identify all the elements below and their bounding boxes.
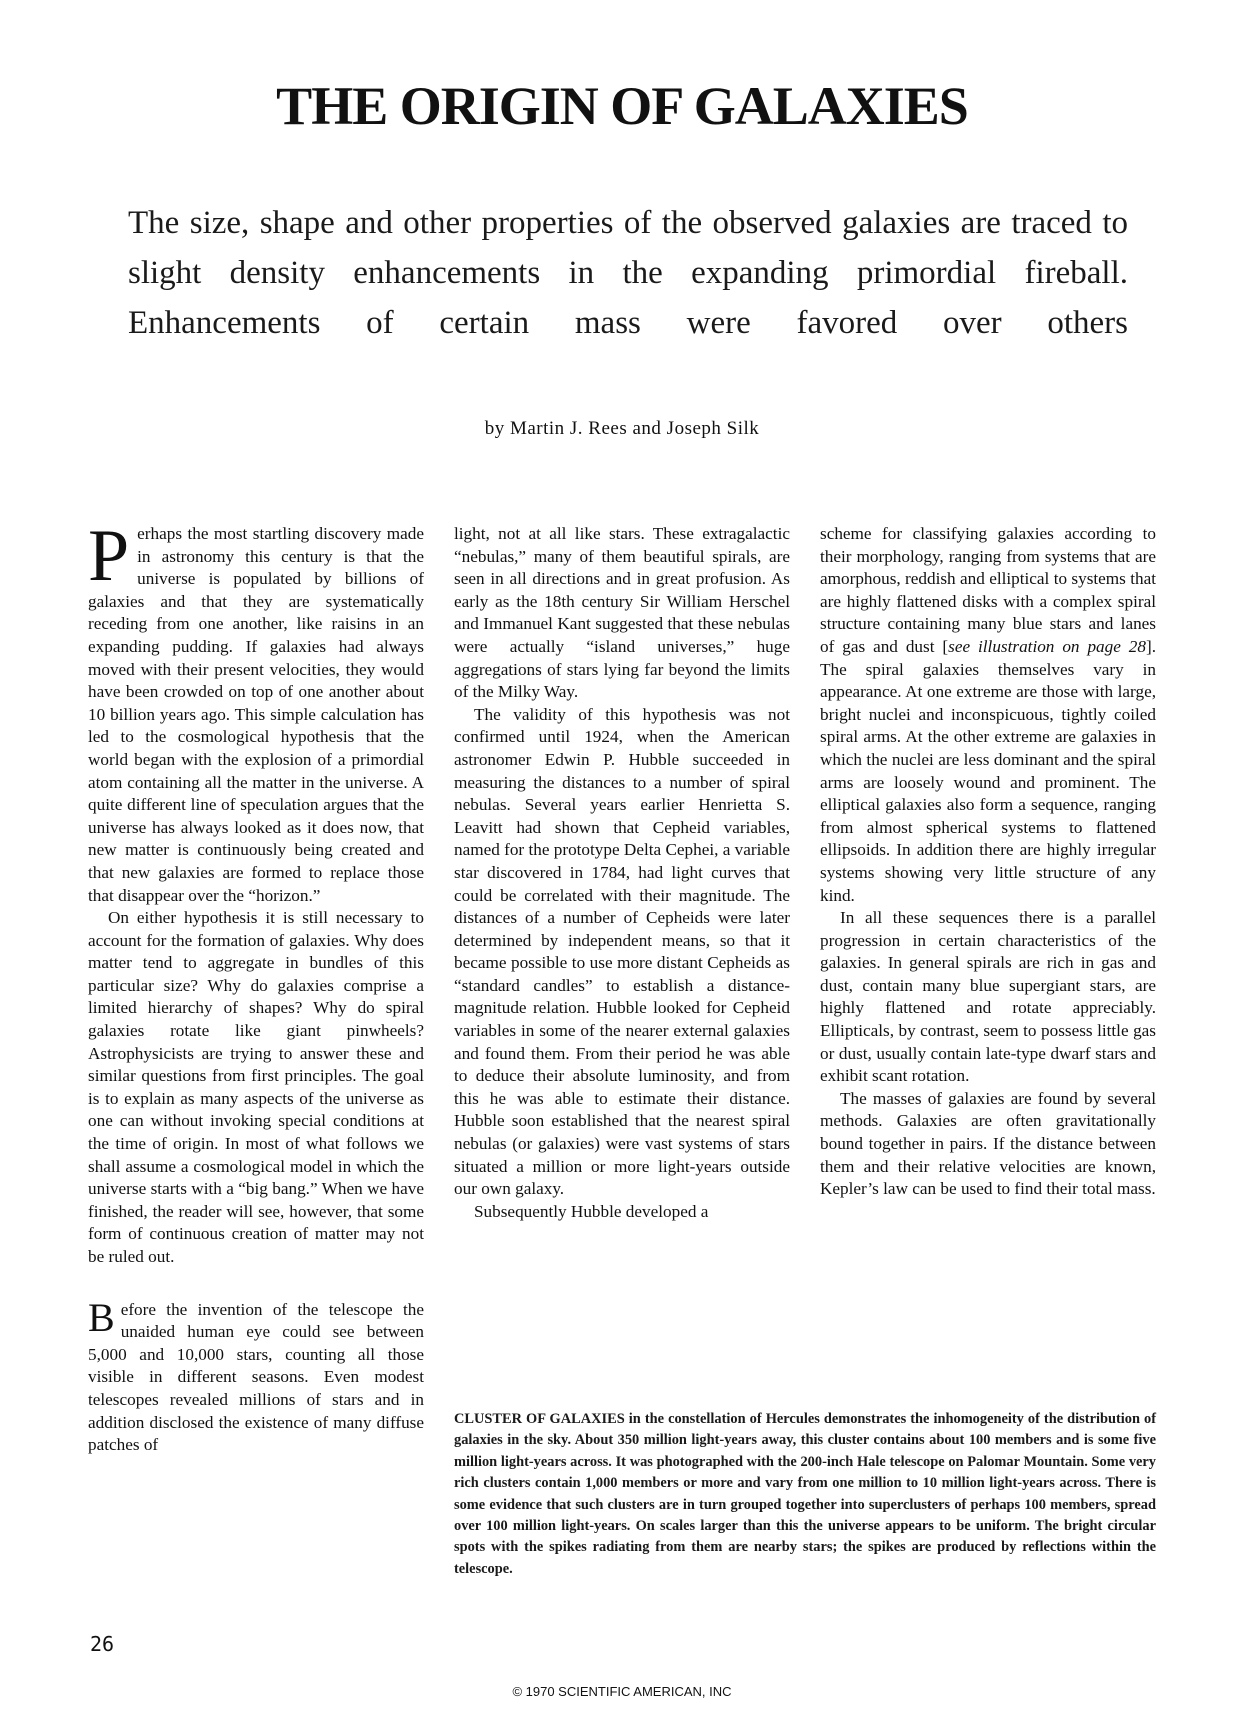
paragraph-text: efore the invention of the telescope the unaided human eye could see between 5,000 and 10,000 stars, counting all those visible in different seasons. Even modest telescopes revealed millions of stars and in addition disclosed the existence of many diffuse patches of (88, 1299, 424, 1455)
paragraph (820, 523, 1156, 907)
copyright-footer: © 1970 SCIENTIFIC AMERICAN, INC (512, 1684, 732, 1699)
text-column-3 (820, 523, 1156, 1201)
paragraph: light, not at all like stars. These extragalactic “nebulas,” many of them beautiful spirals, are seen in all directions and in great profusion. As early as the 18th century Sir William Herschel and Immanuel Kant suggested that these nebulas were actually “island universes,” huge aggregations of stars lying far beyond the limits of the Milky Way. (454, 524, 790, 702)
byline: by Martin J. Rees and Joseph Silk (484, 418, 760, 439)
paragraph-text: erhaps the most startling discovery made in astronomy this century is that the universe is populated by billions of galaxies and that they are systematically receding from one another, like raisins in an expanding pudding. If galaxies had always moved with their present velocities, they would have been crowded on top of one another about 10 billion years ago. This simple calculation has led to the cosmological hypothesis that the world began with the explosion of a primordial atom containing all the matter in the universe. A quite different line of speculation argues that the universe has always looked as it does now, that new matter is continuously being created and that new galaxies are formed to replace those that disappear over the “horizon.” (88, 524, 424, 905)
text-column-2 (454, 523, 790, 1223)
paragraph (88, 515, 424, 907)
drop-cap: P (88, 515, 130, 597)
article-subtitle: The size, shape and other properties of the observed galaxies are traced to slight density enhancements in the expanding primordial fireball. Enhancements of certain mass were favored over others (128, 205, 1128, 341)
paragraph: In all these sequences there is a parallel progression in certain characteristics of the galaxies. In general spirals are rich in gas and dust, contain many blue supergiant stars, are highly flattened and rotate appreciably. Ellipticals, by contrast, seem to possess little gas or dust, usually contain late-type dwarf stars and exhibit scant rotation. (820, 908, 1156, 1086)
paragraph-text: ]. The spiral galaxies themselves vary in appearance. At one extreme are those with large, bright nuclei and inconspicuous, tightly coiled spiral arms. At the other extreme are galaxies in which the nuclei are less dominant and the spiral arms are loosely wound and prominent. The elliptical galaxies also form a sequence, ranging from almost spherical systems to flattened ellipsoids. In addition there are highly irregular systems showing very little structure of any kind. (820, 636, 1156, 905)
paragraph-text: scheme for classifying galaxies according to their morphology, ranging from systems that are amorphous, reddish and elliptical to systems that are highly flattened disks with a complex spiral structure containing many blue stars and lanes of gas and dust [ (820, 524, 1156, 656)
page-number: 26 (90, 1632, 115, 1656)
text-column-1 (88, 515, 424, 1457)
paragraph: On either hypothesis it is still necessary to account for the formation of galaxies. Why does matter tend to aggregate in bundles of this particular size? Why do galaxies comprise a limited hierarchy of shapes? Why do spiral galaxies rotate like giant pinwheels? Astrophysicists are trying to answer these and similar questions from first principles. The goal is to explain as many aspects of the universe as one can without invoking special conditions at the time of origin. In most of what follows we shall assume a cosmological model in which the universe starts with a “big bang.” When we have finished, the reader will see, however, that some form of continuous creation of matter may not be ruled out. (88, 908, 424, 1266)
figure-caption: CLUSTER OF GALAXIES in the constellation of Hercules demonstrates the inhomogeneity of the distribution of galaxies in the sky. About 350 million light-years away, this cluster contains about 100 members and is some five million light-years across. It was photographed with the 200-inch Hale telescope on Palomar Mountain. Some very rich clusters contain 1,000 members or more and vary from one million to 10 million light-years across. There is some evidence that such clusters are in turn grouped together into superclusters of perhaps 100 members, spread over 100 million light-years. On scales larger than this the universe appears to be uniform. The bright circular spots with the spikes radiating from them are nearby stars; the spikes are produced by reflections within the telescope. (454, 1411, 1156, 1577)
paragraph: The validity of this hypothesis was not confirmed until 1924, when the American astronomer Edwin P. Hubble succeeded in measuring the distances to a number of spiral nebulas. Several years earlier Henrietta S. Leavitt had shown that Cepheid variables, named for the prototype Delta Cephei, a variable star discovered in 1784, had light curves that could be correlated with their magnitude. The distances of a number of Cepheids were later determined by independent means, so that it became possible to use more distant Cepheids as “standard candles” to establish a distance-magnitude relation. Hubble looked for Cepheid variables in some of the nearer external galaxies and found them. From their period he was able to deduce their absolute luminosity, and from this he was able to estimate their distance. Hubble soon established that the nearest spiral nebulas (or galaxies) were vast systems of stars situated a million or more light-years outside our own galaxy. (454, 704, 790, 1199)
paragraph: Subsequently Hubble developed a (474, 1201, 709, 1221)
figure-reference: see illustration on page 28 (948, 636, 1146, 656)
article-title: THE ORIGIN OF GALAXIES (276, 76, 968, 136)
drop-cap: B (88, 1294, 115, 1340)
paragraph: The masses of galaxies are found by several methods. Galaxies are often gravitationally bound together in pairs. If the distance between them and their relative velocities are known, Kepler’s law can be used to find their total mass. (820, 1088, 1156, 1199)
paragraph (88, 1294, 424, 1457)
